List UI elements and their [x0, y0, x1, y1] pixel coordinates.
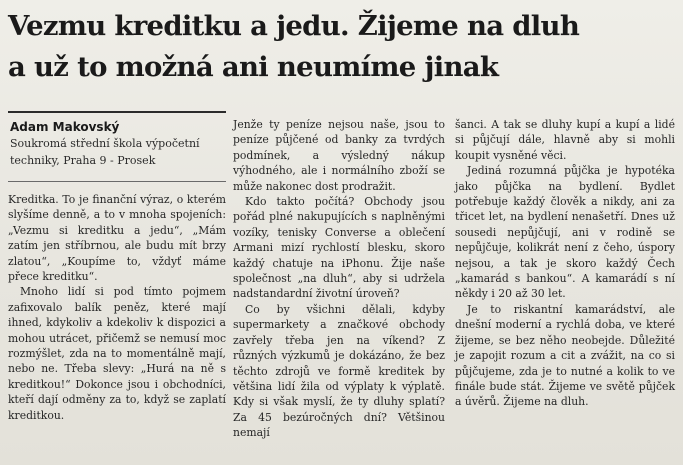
- author-rule-bottom: [8, 181, 226, 182]
- article-column-1: [8, 192, 226, 423]
- paragraph: Mnoho lidí si pod tímto pojmem zafixovalo balík peněz, které mají ihned, kdykoliv a kdekoliv k dispozici a mohou utrácet, přičemž se nemusí moc rozmýšlet, zda na to momentálně mají, nebo ne. Třeba slevy: „Hurá na ně s kreditkou!“ Dokonce jsou i obchodníci, kteří dají odměny za to, když se zaplatí kreditkou.: [8, 285, 226, 422]
- headline-line-2: a už to možná ani neumíme jinak: [8, 51, 499, 83]
- paragraph: Kreditka. To je finanční výraz, o kterém slyšíme denně, a to v mnoha spojeních: „Vezmu si kreditku a jedu“, „Mám zatím jen stříbrnou, ale budu mít brzy zlatou“, „Koupíme to, vždyť máme přece kreditku“.: [8, 193, 226, 284]
- paragraph: Jediná rozumná půjčka je hypotéka jako půjčka na bydlení. Bydlet potřebuje každý člověk a nikdy, ani za třicet let, na bydlení nenašetří. Dnes už sousedi nepůjčují, ani v rodině se nepůjčuje, kolikrát není z čeho, úspory nejsou, a tak je skoro každý Čech „kamarád s bankou“. A kamarádí s ní někdy i 20 až 30 let.: [455, 164, 675, 301]
- article-column-3: [455, 117, 675, 410]
- article-column-2: [233, 117, 445, 441]
- author-affiliation-line-2: techniky, Praha 9 - Prosek: [10, 154, 156, 167]
- headline-line-1: Vezmu kreditku a jedu. Žijeme na dluh: [8, 10, 580, 42]
- paragraph: Co by všichni dělali, kdyby supermarkety a značkové obchody zavřely třeba jen na víkend? Z různých výzkumů je dokázáno, že bez těchto zdrojů ve formě kreditek by většina lidí žila od výplaty k výplatě. Kdy si však myslí, že ty dluhy splatí? Za 45 bezúročných dní? Většinou nemají: [233, 302, 445, 440]
- paragraph: šanci. A tak se dluhy kupí a kupí a lidé si půjčují dále, hlavně aby si mohli koupit vysněné věci.: [455, 118, 675, 162]
- author-name: Adam Makovský: [10, 120, 120, 134]
- author-affiliation-line-1: Soukromá střední škola výpočetní: [10, 137, 200, 150]
- author-rule-top: [8, 111, 226, 113]
- paragraph: Je to riskantní kamarádství, ale dnešní moderní a rychlá doba, ve které žijeme, se bez něho neobejde. Důležité je zapojit rozum a cit a zvážit, na co si půjčujeme, zda je to nutné a kolik to ve finále bude stát. Žijeme ve světě půjček a úvěrů. Žijeme na dluh.: [455, 302, 675, 409]
- article-headline: [8, 6, 678, 88]
- paragraph: Jenže ty peníze nejsou naše, jsou to peníze půjčené od banky za tvrdých podmínek, a výsledný nákup výhodného, ale i normálního zboží se může nakonec dost prodražit.: [233, 118, 445, 193]
- author-affiliation: [10, 135, 225, 169]
- paragraph: Kdo takto počítá? Obchody jsou pořád plné nakupujících s naplněnými vozíky, tenisky Converse a oblečení Armani mizí rychlostí blesku, skoro každý chatuje na iPhonu. Žije naše společnost „na dluh“, aby si udržela nadstandardní životní úroveň?: [233, 195, 445, 301]
- author-block: [10, 119, 225, 169]
